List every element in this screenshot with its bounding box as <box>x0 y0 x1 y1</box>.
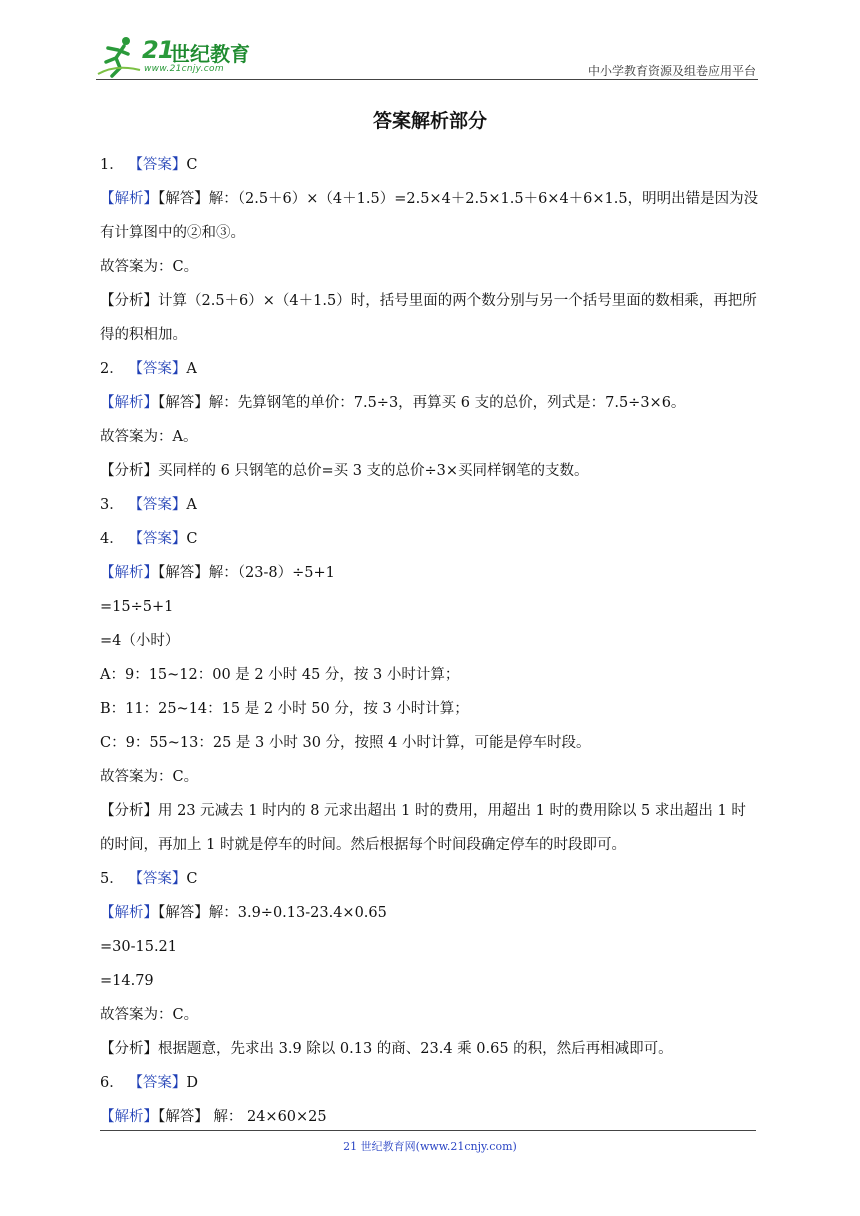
answer-line <box>100 148 760 182</box>
answer-text: 故答案为：C。 <box>100 1007 199 1023</box>
answer-text: 【分析】计算（2.5＋6）×（4＋1.5）时，括号里面的两个数分别与另一个括号里面的数相乘，再把所得的积相加。 <box>100 293 757 343</box>
answer-text: 【解答】 解： 24×60×25 <box>158 1109 327 1125</box>
page-title: 答案解析部分 <box>372 110 487 132</box>
footer-link[interactable]: 21 世纪教育网(www.21cnjy.com) <box>343 1140 517 1153</box>
answer-line <box>100 658 760 692</box>
question-number: 1． <box>100 157 124 173</box>
answer-line <box>100 726 760 760</box>
question-number: 2． <box>100 361 124 377</box>
answer-line <box>100 420 760 454</box>
answer-line <box>100 896 760 930</box>
page-header <box>96 26 758 80</box>
answer-line <box>100 352 760 386</box>
answer-text: 【解答】解：（2.5＋6）×（4＋1.5）=2.5×4＋2.5×1.5＋6×4＋6×1.5，明明出错是因为没有计算图中的②和③。 <box>100 191 759 241</box>
answer-line <box>100 794 760 862</box>
logo-url: www.21cnjy.com <box>144 64 224 74</box>
answer-line <box>100 1100 760 1134</box>
answer-text: D <box>186 1075 198 1091</box>
answer-line <box>100 182 760 250</box>
answer-line <box>100 522 760 556</box>
answer-line <box>100 692 760 726</box>
answer-line <box>100 964 760 998</box>
site-logo[interactable] <box>96 34 266 78</box>
answer-tag: 【解析】 <box>100 905 158 921</box>
answer-tag: 【答案】 <box>128 531 187 547</box>
answer-line <box>100 454 760 488</box>
logo-name: 世纪教育 <box>170 42 250 66</box>
answer-tag: 【答案】 <box>128 1075 187 1091</box>
answer-text: =30-15.21 <box>100 939 178 955</box>
answer-text: =15÷5+1 <box>100 599 174 615</box>
answer-line <box>100 1032 760 1066</box>
answer-tag: 【解析】 <box>100 191 158 207</box>
answer-line <box>100 1066 760 1100</box>
answer-line <box>100 556 760 590</box>
answer-text: 故答案为：C。 <box>100 769 199 785</box>
answer-text: =14.79 <box>100 973 154 989</box>
answer-content <box>100 148 760 1134</box>
answer-line <box>100 930 760 964</box>
platform-name: 中小学教育资源及组卷应用平台 <box>587 64 756 78</box>
answer-text: C <box>186 871 198 887</box>
logo-number: 21 <box>142 36 174 64</box>
answer-line <box>100 284 760 352</box>
answer-tag: 【解析】 <box>100 565 158 581</box>
answer-text: A <box>186 497 197 513</box>
answer-text: C <box>186 531 198 547</box>
answer-tag: 【答案】 <box>128 361 187 377</box>
answer-line <box>100 386 760 420</box>
answer-text: 【解答】解：3.9÷0.13-23.4×0.65 <box>158 905 387 921</box>
answer-text: 【解答】解：（23-8）÷5+1 <box>158 565 335 581</box>
question-number: 3． <box>100 497 124 513</box>
answer-text: 【分析】买同样的 6 只钢笔的总价=买 3 支的总价÷3×买同样钢笔的支数。 <box>100 463 589 479</box>
answer-text: 故答案为：C。 <box>100 259 199 275</box>
answer-text: 【分析】根据题意，先求出 3.9 除以 0.13 的商、23.4 乘 0.65 的积，然后再相减即可。 <box>100 1041 673 1057</box>
answer-line <box>100 998 760 1032</box>
answer-text: C：9：55~13：25 是 3 小时 30 分，按照 4 小时计算，可能是停车时段。 <box>100 735 591 751</box>
answer-line <box>100 250 760 284</box>
answer-text: 【分析】用 23 元减去 1 时内的 8 元求出超出 1 时的费用，用超出 1 时的费用除以 5 求出超出 1 时的时间，再加上 1 时就是停车的时间。然后根据每个时间段确定停车的时段即可。 <box>100 803 746 853</box>
answer-tag: 【答案】 <box>128 497 187 513</box>
answer-line <box>100 624 760 658</box>
footer-divider <box>100 1130 756 1131</box>
answer-tag: 【答案】 <box>128 871 187 887</box>
answer-text: =4（小时） <box>100 633 180 649</box>
answer-text: B：11：25~14：15 是 2 小时 50 分，按 3 小时计算； <box>100 701 469 717</box>
answer-line <box>100 862 760 896</box>
answer-tag: 【答案】 <box>128 157 187 173</box>
question-number: 6． <box>100 1075 124 1091</box>
answer-tag: 【解析】 <box>100 395 158 411</box>
answer-tag: 【解析】 <box>100 1109 158 1125</box>
answer-text: A：9：15~12：00 是 2 小时 45 分，按 3 小时计算； <box>100 667 460 683</box>
answer-line <box>100 488 760 522</box>
answer-text: 【解答】解：先算钢笔的单价：7.5÷3，再算买 6 支的总价，列式是：7.5÷3×6。 <box>158 395 686 411</box>
answer-text: C <box>186 157 198 173</box>
answer-line <box>100 590 760 624</box>
question-number: 4． <box>100 531 124 547</box>
header-divider <box>96 79 758 80</box>
runner-logo-icon <box>96 34 142 78</box>
answer-line <box>100 760 760 794</box>
answer-text: A <box>186 361 197 377</box>
answer-text: 故答案为：A。 <box>100 429 198 445</box>
question-number: 5． <box>100 871 124 887</box>
